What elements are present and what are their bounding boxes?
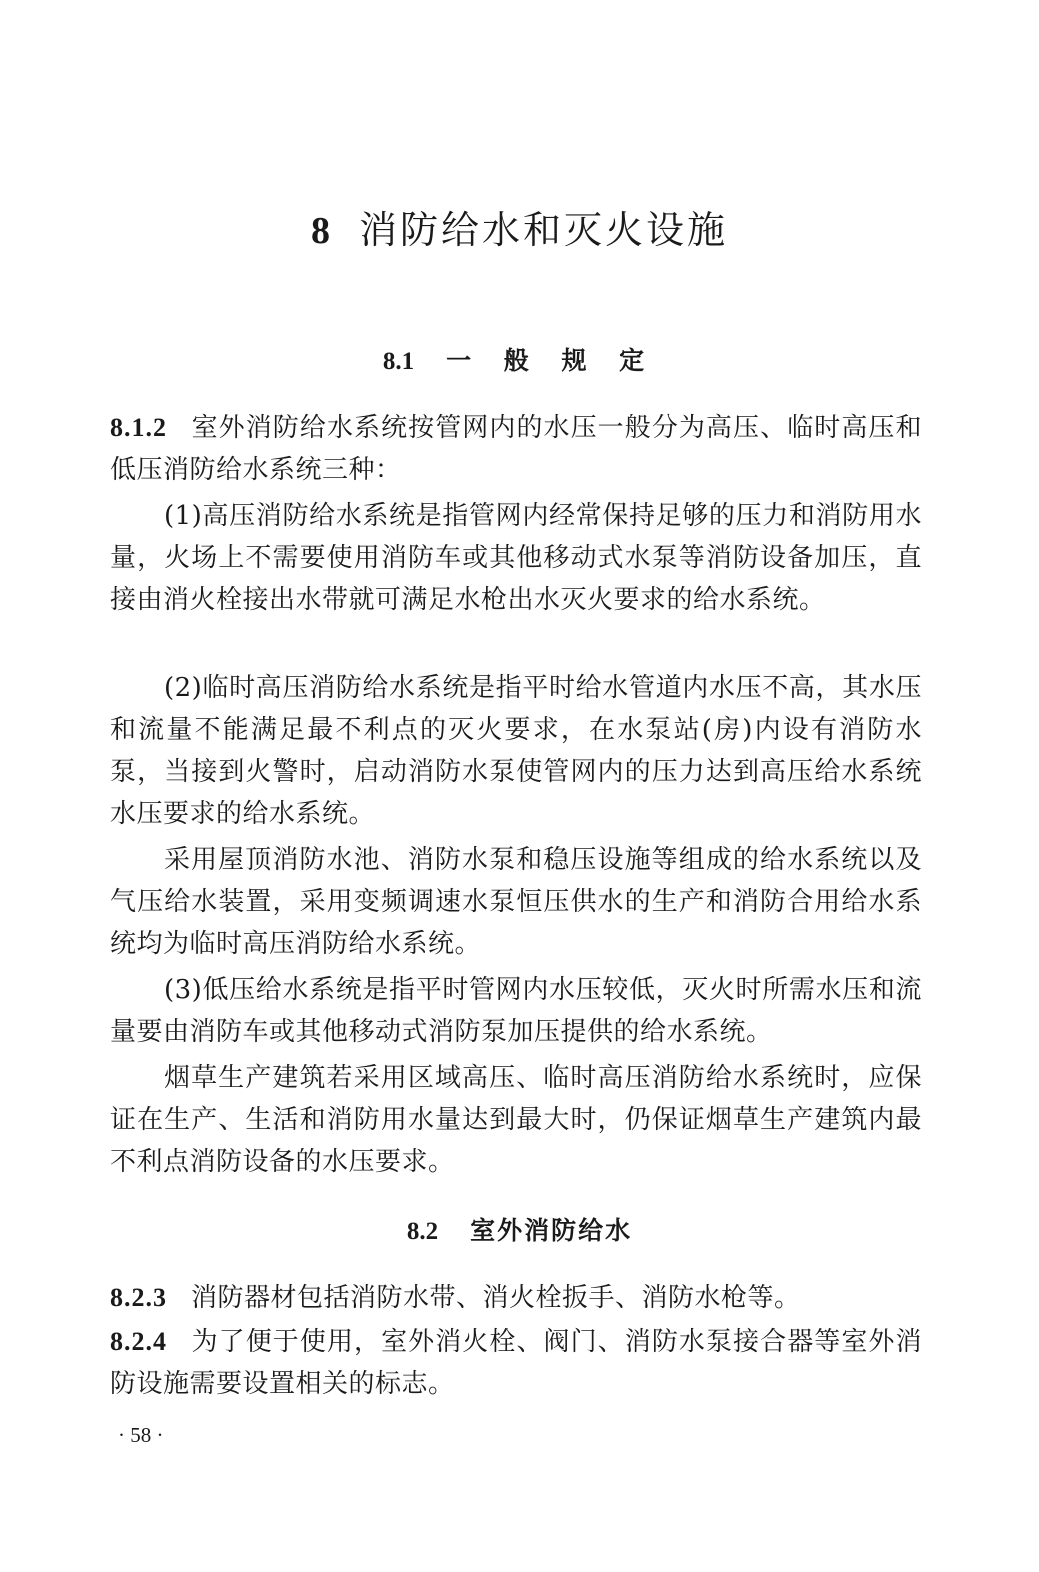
clause-8-1-2 [110,407,922,491]
page-number: · 58 · [118,1423,164,1447]
clause-text: 消防器材包括消防水带、消火栓扳手、消防水枪等。 [191,1283,801,1313]
section-number: 8.2 [406,1218,439,1245]
chapter-title [0,205,1039,256]
section-title: 一 般 规 定 [446,346,657,375]
chapter-number: 8 [310,210,333,252]
section-title: 室外消防给水 [470,1216,633,1245]
section-number: 8.1 [382,348,415,375]
clause-8-1-2-item-1: (1)高压消防给水系统是指管网内经常保持足够的压力和消防用水量，火场上不需要使用消防车或其他移动式水泵等消防设备加压，直接由消火栓接出水带就可满足水枪出水灭火要求的给水系统。 [110,501,922,615]
clause-8-2-4 [110,1321,922,1405]
clause-number: 8.2.3 [110,1283,167,1312]
clause-8-1-2-requirement: 烟草生产建筑若采用区域高压、临时高压消防给水系统时，应保证在生产、生活和消防用水量达到最大时，仍保证烟草生产建筑内最不利点消防设备的水压要求。 [110,1063,922,1177]
chapter-title-text: 消防给水和灭火设施 [358,208,728,252]
clause-8-1-2-item-3: (3)低压给水系统是指平时管网内水压较低，灭火时所需水压和流量要由消防车或其他移动式消防泵加压提供的给水系统。 [110,975,922,1047]
clause-8-1-2-note: 采用屋顶消防水池、消防水泵和稳压设施等组成的给水系统以及气压给水装置，采用变频调速水泵恒压供水的生产和消防合用给水系统均为临时高压消防给水系统。 [110,845,922,959]
section-heading-8-1 [0,343,1039,380]
clause-number: 8.2.4 [110,1327,167,1356]
clause-number: 8.1.2 [110,413,167,442]
section-heading-8-2 [0,1213,1039,1250]
clause-text: 室外消防给水系统按管网内的水压一般分为高压、临时高压和低压消防给水系统三种： [110,413,922,485]
clause-8-1-2-item-2: (2)临时高压消防给水系统是指平时给水管道内水压不高，其水压和流量不能满足最不利点的灭火要求，在水泵站(房)内设有消防水泵，当接到火警时，启动消防水泵使管网内的压力达到高压给水系统水压要求的给水系统。 [110,673,922,829]
clause-text: 为了便于使用，室外消火栓、阀门、消防水泵接合器等室外消防设施需要设置相关的标志。 [110,1327,922,1399]
clause-8-2-3 [110,1277,922,1319]
